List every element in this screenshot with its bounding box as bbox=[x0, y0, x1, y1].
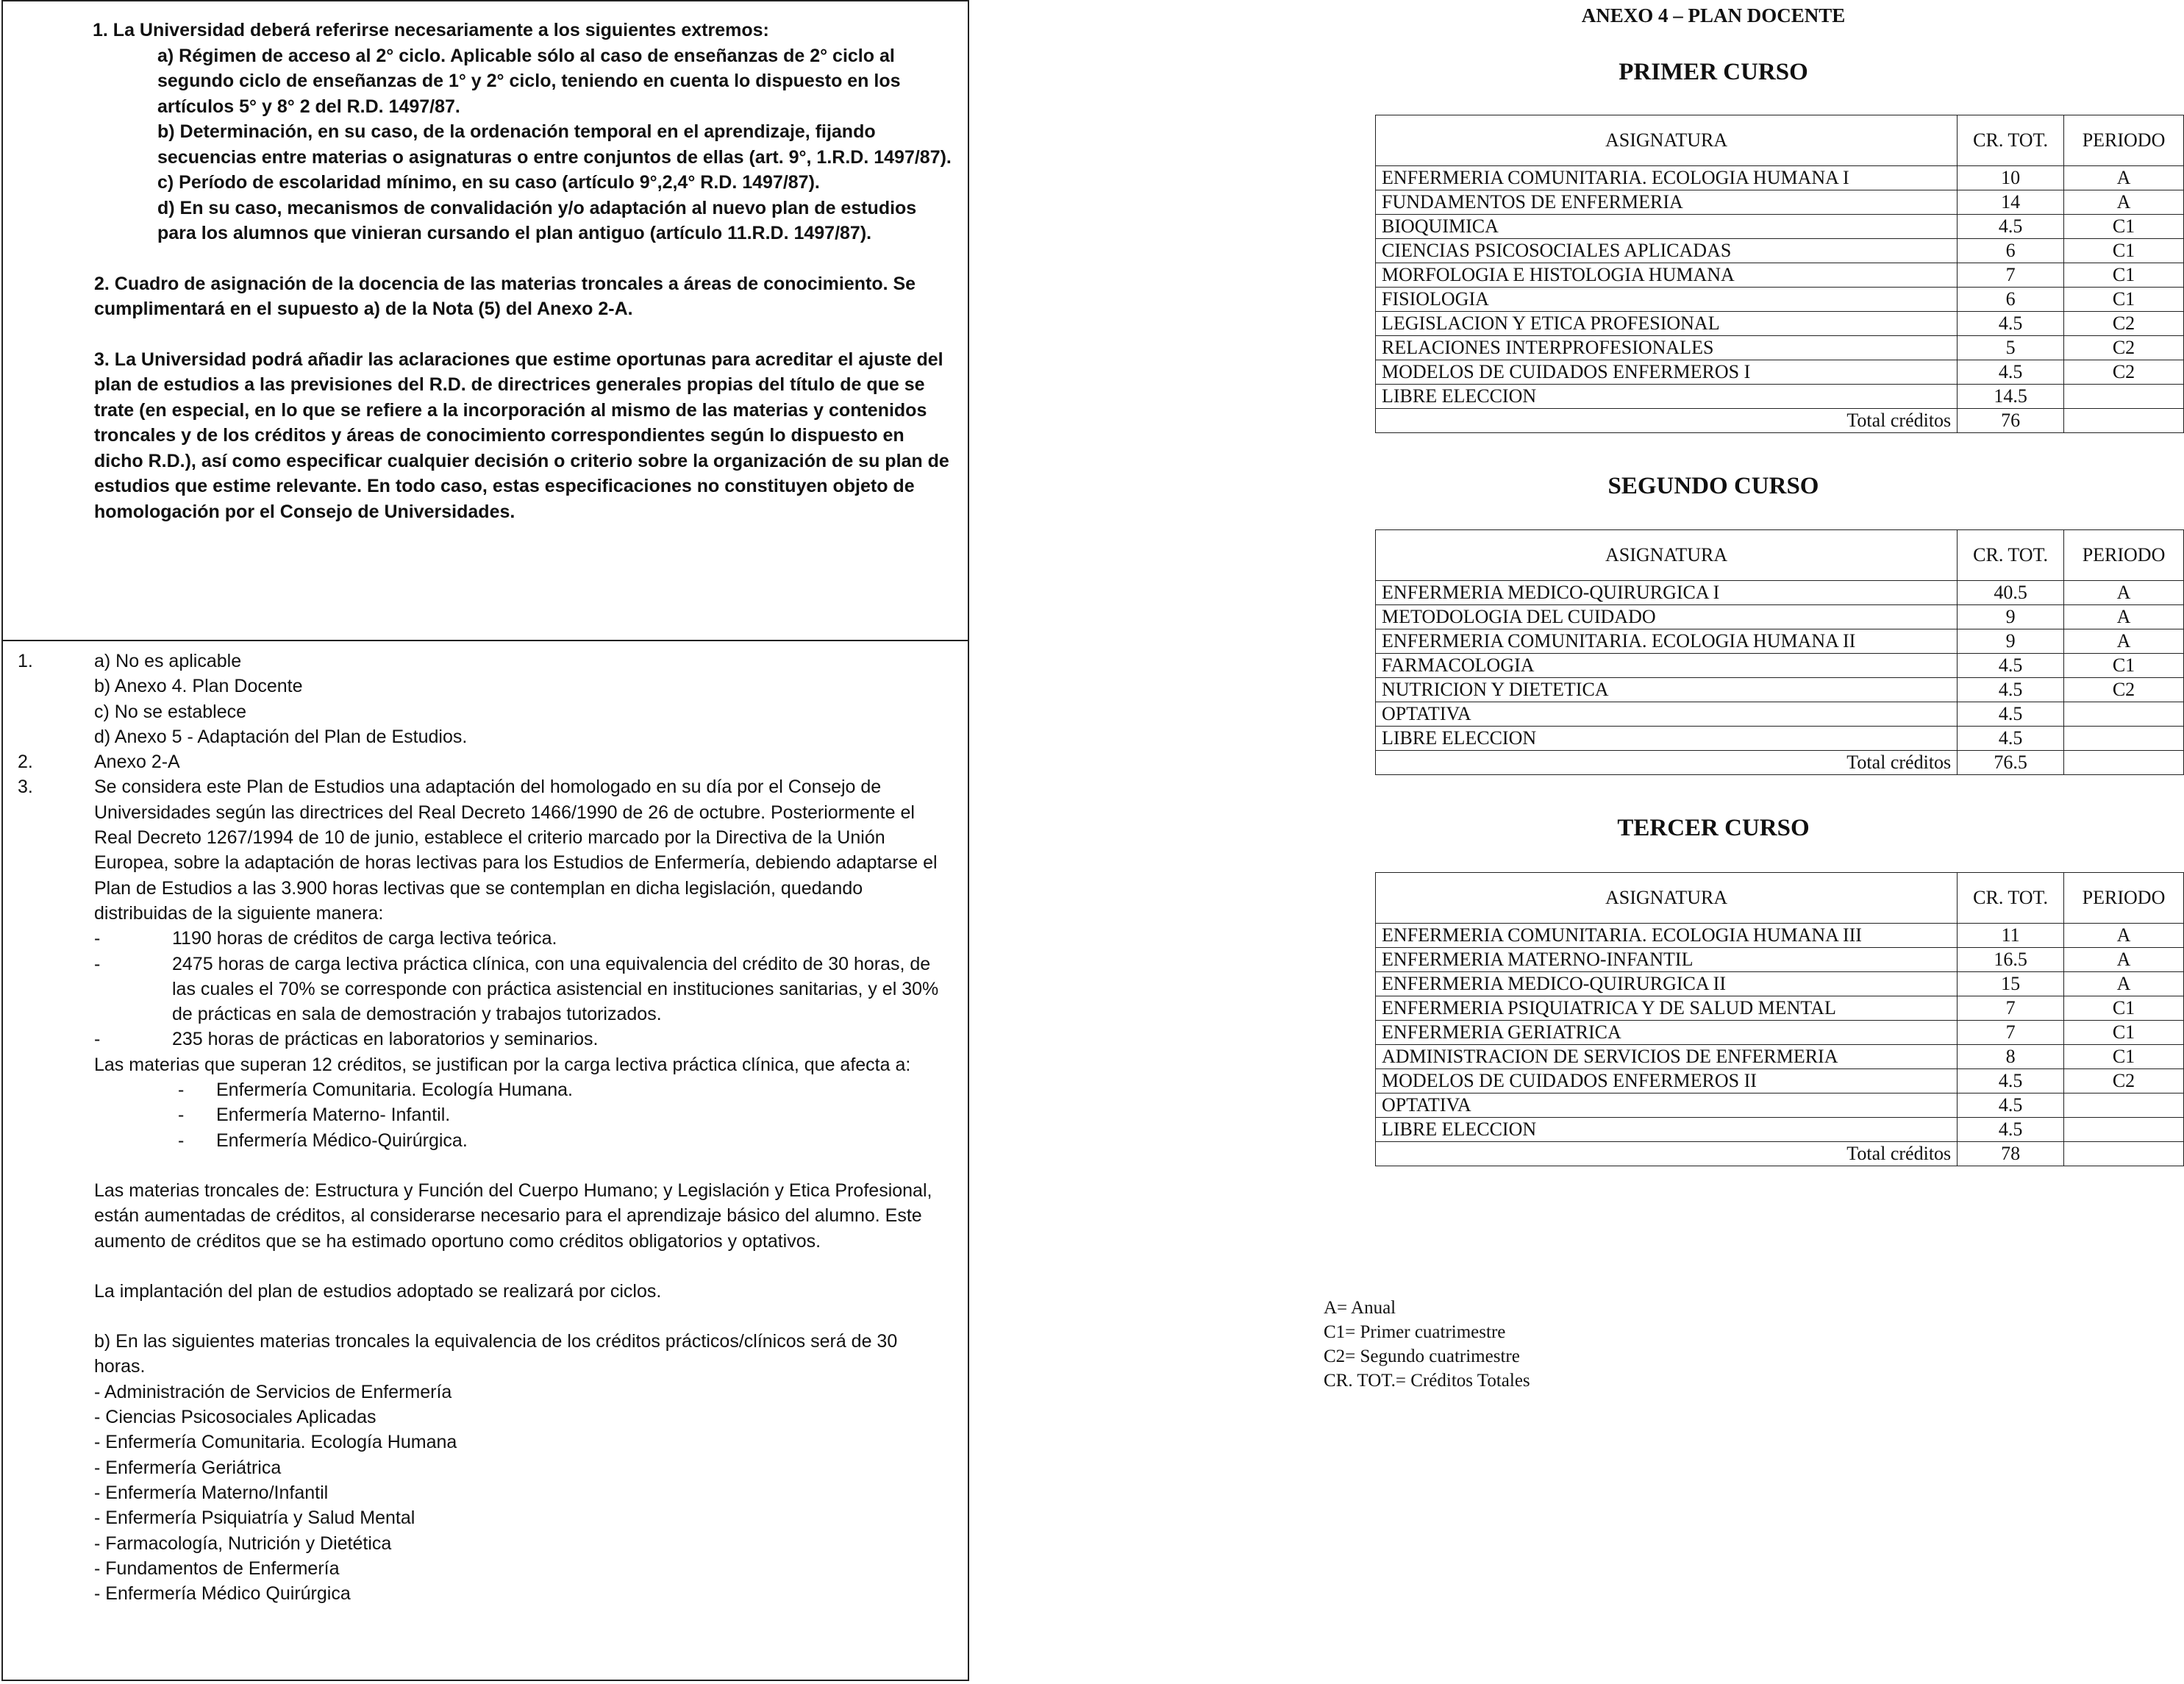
list-item: - Administración de Servicios de Enfermería bbox=[94, 1381, 452, 1402]
answer-2: Anexo 2-A bbox=[94, 752, 180, 773]
dash-bullet: - bbox=[178, 1105, 185, 1126]
instruction-1: 1. La Universidad deberá referirse necesariamente a los siguientes extremos: bbox=[93, 20, 769, 40]
cell-periodo: C2 bbox=[2064, 312, 2184, 336]
cell-periodo bbox=[2064, 385, 2184, 409]
answer-1a: a) No es aplicable bbox=[94, 651, 242, 671]
total-label: Total créditos bbox=[1376, 1142, 1958, 1166]
table-row bbox=[1376, 948, 2184, 972]
cell-periodo bbox=[2064, 702, 2184, 727]
course-table-segundo bbox=[1375, 529, 2184, 775]
table-row bbox=[1376, 263, 2184, 288]
answer-3: Se considera este Plan de Estudios una adaptación del homologado en su día por el Consejo de Universidades según las directrices del Real Decreto 1466/1990 de 26 de octubre. Posteriormente el Real Decreto 1267/1994 de 10 de junio, establece el criterio marcado por la Directiva de la Unión Europea, sobre la adaptación de horas lectivas para los Estudios de Enfermería, debiendo adaptarse el Plan de Estudios a las 3.900 horas lectivas que se contemplan en dicha legislación, quedando distribuidas de la siguiente manera: bbox=[94, 777, 938, 924]
cell-periodo: A bbox=[2064, 924, 2184, 948]
total-value: 78 bbox=[1958, 1142, 2064, 1166]
total-label: Total créditos bbox=[1376, 409, 1958, 433]
answer-number-3: 3. bbox=[18, 777, 33, 798]
table-header-row bbox=[1376, 115, 2184, 166]
cell-asignatura: BIOQUIMICA bbox=[1376, 215, 1958, 239]
cell-creditos: 40.5 bbox=[1958, 581, 2064, 605]
list-item: - Fundamentos de Enfermería bbox=[94, 1558, 340, 1579]
table-row bbox=[1376, 239, 2184, 263]
list-item: - Enfermería Médico Quirúrgica bbox=[94, 1583, 351, 1605]
cell-periodo: C2 bbox=[2064, 360, 2184, 385]
cell-creditos: 4.5 bbox=[1958, 1093, 2064, 1118]
col-header-periodo: PERIODO bbox=[2064, 873, 2184, 924]
cell-asignatura: ADMINISTRACION DE SERVICIOS DE ENFERMERIA bbox=[1376, 1045, 1958, 1069]
cell-creditos: 4.5 bbox=[1958, 702, 2064, 727]
cell-asignatura: LEGISLACION Y ETICA PROFESIONAL bbox=[1376, 312, 1958, 336]
answer-number-2: 2. bbox=[18, 752, 33, 773]
table-header-row bbox=[1376, 873, 2184, 924]
cell-creditos: 10 bbox=[1958, 166, 2064, 190]
table-header-row bbox=[1376, 530, 2184, 581]
cell-creditos: 14.5 bbox=[1958, 385, 2064, 409]
materias-intro: Las materias que superan 12 créditos, se justifican por la carga lectiva práctica clínica, que afecta a: bbox=[94, 1054, 911, 1075]
cell-periodo: C2 bbox=[2064, 1069, 2184, 1093]
cell-asignatura: OPTATIVA bbox=[1376, 1093, 1958, 1118]
instruction-3: 3. La Universidad podrá añadir las aclaraciones que estime oportunas para acreditar el ajuste del plan de estudios a las previsiones del R.D. de directrices generales propias del título de que se trate (en especial, en lo que se refiere a la incorporación al mismo de las materias y contenidos troncales y de los créditos y áreas de conocimiento correspondientes según lo dispuesto en dicho R.D.), así como especificar cualquier decisión o criterio sobre la organización de su plan de estudios que estime relevante. En todo caso, estas especificaciones no constituyen objeto de homologación por el Consejo de Universidades. bbox=[94, 349, 949, 522]
table-row bbox=[1376, 385, 2184, 409]
list-item: - Enfermería Materno/Infantil bbox=[94, 1482, 329, 1503]
col-header-creditos: CR. TOT. bbox=[1958, 873, 2064, 924]
dash-bullet: - bbox=[178, 1080, 185, 1101]
table-row bbox=[1376, 678, 2184, 702]
troncales-paragraph: Las materias troncales de: Estructura y Función del Cuerpo Humano; y Legislación y Etica Profesional, están aumentadas de créditos, al considerarse necesario para el aprendizaje básico del alumno. Este aumento de créditos que se ha estimado oportuno como créditos obligatorios y optativos. bbox=[94, 1180, 932, 1252]
cell-periodo: C1 bbox=[2064, 215, 2184, 239]
total-value: 76 bbox=[1958, 409, 2064, 433]
cell-asignatura: ENFERMERIA PSIQUIATRICA Y DE SALUD MENTAL bbox=[1376, 996, 1958, 1021]
instruction-1b: b) Determinación, en su caso, de la ordenación temporal en el aprendizaje, fijando secuencias entre materias o asignaturas o entre conjuntos de ellas (art. 9°, 1.R.D. 1497/87). bbox=[157, 121, 952, 168]
course-table-tercero bbox=[1375, 872, 2184, 1166]
cell-periodo: A bbox=[2064, 948, 2184, 972]
list-item: - Ciencias Psicosociales Aplicadas bbox=[94, 1407, 377, 1428]
table-row bbox=[1376, 924, 2184, 948]
legend-item: CR. TOT.= Créditos Totales bbox=[1324, 1371, 1530, 1391]
total-row bbox=[1376, 409, 2184, 433]
dash-bullet: - bbox=[94, 953, 101, 974]
hours-item-1: 1190 horas de créditos de carga lectiva teórica. bbox=[172, 928, 557, 949]
cell-creditos: 14 bbox=[1958, 190, 2064, 215]
cell-periodo: A bbox=[2064, 629, 2184, 654]
table-row bbox=[1376, 1093, 2184, 1118]
dash-bullet: - bbox=[178, 1130, 185, 1151]
instruction-2: 2. Cuadro de asignación de la docencia de las materias troncales a áreas de conocimiento. Se cumplimentará en el supuesto a) de la Nota (5) del Anexo 2-A. bbox=[94, 273, 916, 319]
total-label: Total créditos bbox=[1376, 751, 1958, 775]
cell-periodo bbox=[2064, 1118, 2184, 1142]
cell-creditos: 4.5 bbox=[1958, 678, 2064, 702]
cell-creditos: 4.5 bbox=[1958, 654, 2064, 678]
cell-periodo: C2 bbox=[2064, 336, 2184, 360]
table-row bbox=[1376, 336, 2184, 360]
course-title-segundo: SEGUNDO CURSO bbox=[1607, 473, 1819, 499]
cell-periodo: C1 bbox=[2064, 996, 2184, 1021]
table-row bbox=[1376, 629, 2184, 654]
page-heading: ANEXO 4 – PLAN DOCENTE bbox=[1581, 4, 1846, 26]
cell-creditos: 9 bbox=[1958, 629, 2064, 654]
cell-creditos: 16.5 bbox=[1958, 948, 2064, 972]
cell-asignatura: METODOLOGIA DEL CUIDADO bbox=[1376, 605, 1958, 629]
course-table-primero bbox=[1375, 115, 2184, 433]
cell-asignatura: ENFERMERIA COMUNITARIA. ECOLOGIA HUMANA III bbox=[1376, 924, 1958, 948]
table-row bbox=[1376, 288, 2184, 312]
instruction-1a: a) Régimen de acceso al 2° ciclo. Aplicable sólo al caso de enseñanzas de 2° ciclo al segundo ciclo de enseñanzas de 1° y 2° ciclo, teniendo en cuenta lo dispuesto en los artículos 5° y 8° 2 del R.D. 1497/87. bbox=[157, 45, 901, 117]
cell-asignatura: LIBRE ELECCION bbox=[1376, 385, 1958, 409]
total-empty-cell bbox=[2064, 1142, 2184, 1166]
table-row bbox=[1376, 972, 2184, 996]
cell-periodo: C2 bbox=[2064, 678, 2184, 702]
cell-creditos: 7 bbox=[1958, 263, 2064, 288]
cell-asignatura: ENFERMERIA MEDICO-QUIRURGICA II bbox=[1376, 972, 1958, 996]
table-row bbox=[1376, 360, 2184, 385]
col-header-creditos: CR. TOT. bbox=[1958, 115, 2064, 166]
instructions-section bbox=[3, 1, 968, 641]
cell-creditos: 11 bbox=[1958, 924, 2064, 948]
cell-asignatura: ENFERMERIA GERIATRICA bbox=[1376, 1021, 1958, 1045]
instruction-1d: d) En su caso, mecanismos de convalidación y/o adaptación al nuevo plan de estudios para los alumnos que vinieran cursando el plan antiguo (artículo 11.R.D. 1497/87). bbox=[157, 197, 917, 243]
table-row bbox=[1376, 581, 2184, 605]
table-row bbox=[1376, 312, 2184, 336]
legend bbox=[1324, 1296, 1530, 1393]
table-row bbox=[1376, 654, 2184, 678]
cell-creditos: 6 bbox=[1958, 288, 2064, 312]
cell-asignatura: ENFERMERIA MEDICO-QUIRURGICA I bbox=[1376, 581, 1958, 605]
left-panel bbox=[1, 0, 969, 1681]
col-header-periodo: PERIODO bbox=[2064, 530, 2184, 581]
cell-asignatura: OPTATIVA bbox=[1376, 702, 1958, 727]
right-panel bbox=[1324, 0, 2184, 1684]
course-title-primero: PRIMER CURSO bbox=[1619, 59, 1808, 85]
table-row bbox=[1376, 215, 2184, 239]
cell-asignatura: ENFERMERIA MATERNO-INFANTIL bbox=[1376, 948, 1958, 972]
hours-item-2: 2475 horas de carga lectiva práctica clínica, con una equivalencia del crédito de 30 horas, de las cuales el 70% se corresponde con práctica asistencial en instituciones sanitarias, y el 30% de prácticas en sala de demostración y trabajos tutorizados. bbox=[172, 953, 939, 1025]
total-empty-cell bbox=[2064, 751, 2184, 775]
col-header-asignatura: ASIGNATURA bbox=[1376, 115, 1958, 166]
cell-asignatura: MORFOLOGIA E HISTOLOGIA HUMANA bbox=[1376, 263, 1958, 288]
list-item: - Enfermería Psiquiatría y Salud Mental bbox=[94, 1508, 415, 1529]
total-value: 76.5 bbox=[1958, 751, 2064, 775]
cell-creditos: 9 bbox=[1958, 605, 2064, 629]
table-row bbox=[1376, 166, 2184, 190]
materia-item-3: Enfermería Médico-Quirúrgica. bbox=[216, 1130, 468, 1151]
table-row bbox=[1376, 1069, 2184, 1093]
table-row bbox=[1376, 1021, 2184, 1045]
cell-periodo: A bbox=[2064, 972, 2184, 996]
cell-creditos: 15 bbox=[1958, 972, 2064, 996]
dash-bullet: - bbox=[94, 928, 101, 949]
cell-asignatura: LIBRE ELECCION bbox=[1376, 1118, 1958, 1142]
cell-periodo: C1 bbox=[2064, 654, 2184, 678]
cell-asignatura: FUNDAMENTOS DE ENFERMERIA bbox=[1376, 190, 1958, 215]
answer-1b: b) Anexo 4. Plan Docente bbox=[94, 676, 303, 697]
cell-asignatura: CIENCIAS PSICOSOCIALES APLICADAS bbox=[1376, 239, 1958, 263]
instruction-1c: c) Período de escolaridad mínimo, en su caso (artículo 9°,2,4° R.D. 1497/87). bbox=[157, 172, 820, 193]
cell-creditos: 4.5 bbox=[1958, 1069, 2064, 1093]
implantacion-paragraph: La implantación del plan de estudios adoptado se realizará por ciclos. bbox=[94, 1280, 662, 1302]
cell-creditos: 4.5 bbox=[1958, 215, 2064, 239]
col-header-asignatura: ASIGNATURA bbox=[1376, 873, 1958, 924]
cell-periodo: A bbox=[2064, 166, 2184, 190]
cell-creditos: 5 bbox=[1958, 336, 2064, 360]
table-row bbox=[1376, 702, 2184, 727]
table-row bbox=[1376, 605, 2184, 629]
table-row bbox=[1376, 1118, 2184, 1142]
answer-1d: d) Anexo 5 - Adaptación del Plan de Estudios. bbox=[94, 726, 468, 747]
cell-asignatura: RELACIONES INTERPROFESIONALES bbox=[1376, 336, 1958, 360]
col-header-asignatura: ASIGNATURA bbox=[1376, 530, 1958, 581]
cell-asignatura: MODELOS DE CUIDADOS ENFERMEROS II bbox=[1376, 1069, 1958, 1093]
cell-creditos: 7 bbox=[1958, 996, 2064, 1021]
legend-item: C2= Segundo cuatrimestre bbox=[1324, 1346, 1520, 1366]
cell-asignatura: MODELOS DE CUIDADOS ENFERMEROS I bbox=[1376, 360, 1958, 385]
table-row bbox=[1376, 996, 2184, 1021]
cell-creditos: 4.5 bbox=[1958, 312, 2064, 336]
legend-item: A= Anual bbox=[1324, 1298, 1396, 1318]
list-item: - Farmacología, Nutrición y Dietética bbox=[94, 1533, 392, 1554]
course-title-tercero: TERCER CURSO bbox=[1617, 815, 1810, 841]
dash-bullet: - bbox=[94, 1029, 101, 1050]
list-item: - Enfermería Comunitaria. Ecología Humana bbox=[94, 1432, 457, 1453]
cell-asignatura: NUTRICION Y DIETETICA bbox=[1376, 678, 1958, 702]
cell-periodo: C1 bbox=[2064, 1021, 2184, 1045]
cell-periodo bbox=[2064, 727, 2184, 751]
list-item: - Enfermería Geriátrica bbox=[94, 1457, 282, 1478]
answer-number-1: 1. bbox=[18, 651, 33, 671]
table-row bbox=[1376, 190, 2184, 215]
cell-creditos: 4.5 bbox=[1958, 360, 2064, 385]
cell-asignatura: ENFERMERIA COMUNITARIA. ECOLOGIA HUMANA II bbox=[1376, 629, 1958, 654]
hours-item-3: 235 horas de prácticas en laboratorios y seminarios. bbox=[172, 1029, 599, 1050]
table-row bbox=[1376, 727, 2184, 751]
cell-periodo: C1 bbox=[2064, 263, 2184, 288]
cell-periodo: A bbox=[2064, 581, 2184, 605]
b-intro-paragraph: b) En las siguientes materias troncales la equivalencia de los créditos prácticos/clínicos será de 30 horas. bbox=[94, 1331, 898, 1377]
materia-item-1: Enfermería Comunitaria. Ecología Humana. bbox=[216, 1080, 573, 1101]
table-row bbox=[1376, 1045, 2184, 1069]
cell-periodo bbox=[2064, 1093, 2184, 1118]
legend-item: C1= Primer cuatrimestre bbox=[1324, 1322, 1506, 1342]
cell-creditos: 6 bbox=[1958, 239, 2064, 263]
cell-periodo: A bbox=[2064, 605, 2184, 629]
cell-creditos: 4.5 bbox=[1958, 727, 2064, 751]
cell-asignatura: ENFERMERIA COMUNITARIA. ECOLOGIA HUMANA I bbox=[1376, 166, 1958, 190]
answers-section bbox=[3, 641, 968, 1606]
total-row bbox=[1376, 1142, 2184, 1166]
cell-periodo: C1 bbox=[2064, 288, 2184, 312]
total-empty-cell bbox=[2064, 409, 2184, 433]
answer-1c: c) No se establece bbox=[94, 701, 247, 722]
b-list bbox=[3, 1380, 953, 1607]
col-header-creditos: CR. TOT. bbox=[1958, 530, 2064, 581]
cell-periodo: C1 bbox=[2064, 1045, 2184, 1069]
col-header-periodo: PERIODO bbox=[2064, 115, 2184, 166]
total-row bbox=[1376, 751, 2184, 775]
cell-asignatura: FARMACOLOGIA bbox=[1376, 654, 1958, 678]
cell-creditos: 4.5 bbox=[1958, 1118, 2064, 1142]
cell-creditos: 7 bbox=[1958, 1021, 2064, 1045]
cell-periodo: C1 bbox=[2064, 239, 2184, 263]
cell-asignatura: LIBRE ELECCION bbox=[1376, 727, 1958, 751]
materia-item-2: Enfermería Materno- Infantil. bbox=[216, 1105, 451, 1126]
cell-asignatura: FISIOLOGIA bbox=[1376, 288, 1958, 312]
cell-periodo: A bbox=[2064, 190, 2184, 215]
cell-creditos: 8 bbox=[1958, 1045, 2064, 1069]
